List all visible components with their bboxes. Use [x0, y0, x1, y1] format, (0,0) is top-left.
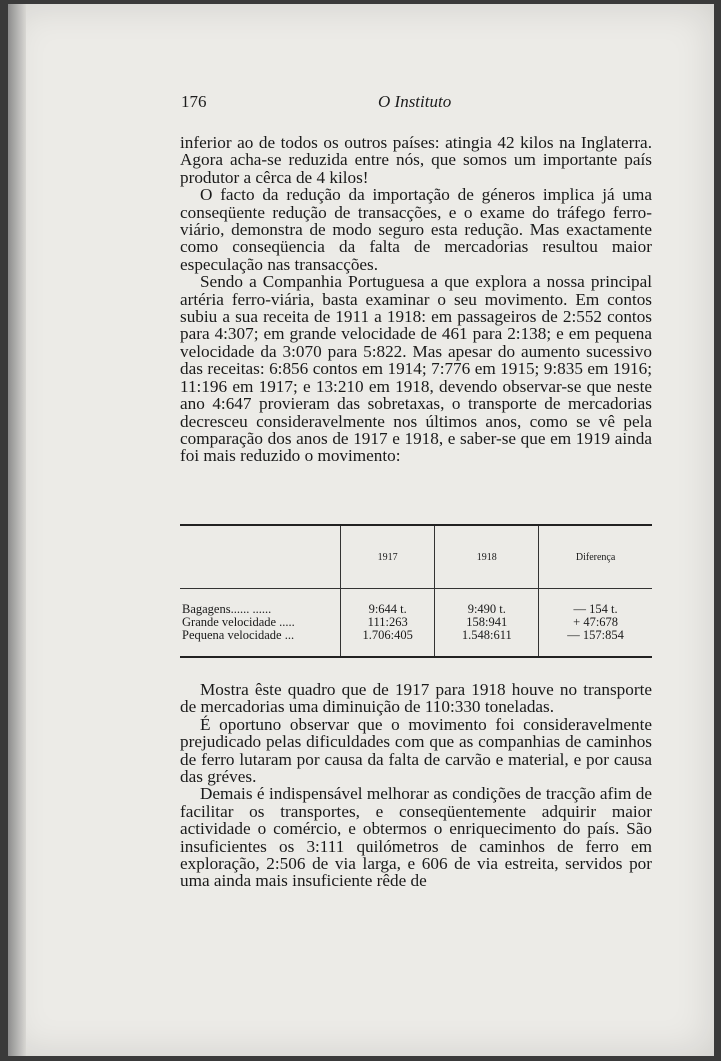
column-header	[180, 525, 340, 589]
table-row	[180, 629, 652, 657]
cell-1917: 9:644 t.	[340, 589, 434, 617]
row-label: Bagagens...... ......	[182, 602, 272, 616]
paragraph: Mostra êste quadro que de 1917 para 1918 houve no transporte de mercadorias uma diminuição de 110:330 toneladas.	[180, 680, 652, 717]
body-text-before-table	[180, 134, 652, 465]
page-binding-shadow	[8, 4, 26, 1056]
cell-1918: 158:941	[435, 616, 539, 629]
row-label: Pequena velocidade ...	[182, 628, 295, 642]
cell-1917: 111:263	[340, 616, 434, 629]
page-number: 176	[181, 92, 207, 111]
table-row	[180, 589, 652, 617]
paragraph: O facto da redução da importação de géneros implica já uma conseqüente redução de transacções, e o exame do tráfego ferro-viário, demonstra de modo seguro esta redução. Mas exactamente como conseqüencia da falta de mercadorias resultou maior especulação nas transacções.	[180, 185, 652, 274]
column-header: 1917	[340, 525, 434, 589]
paragraph: inferior ao de todos os outros países: atingia 42 kilos na Inglaterra. Agora acha-se reduzida entre nós, que somos um importante país produtor a cêrca de 4 kilos!	[180, 133, 652, 187]
cell-difference: — 154 t.	[539, 589, 652, 617]
book-page	[8, 4, 714, 1056]
cell-1918: 9:490 t.	[435, 589, 539, 617]
running-title: O Instituto	[378, 92, 452, 111]
paragraph: Demais é indispensável melhorar as condições de tracção afim de facilitar os transportes, e conseqüentemente adquirir maior actividade o comércio, e obtermos o enriquecimento do país. São insuficientes os 3:111 quilómetros de caminhos de ferro em exploração, 2:506 de via larga, e 606 de via estreita, servidos por uma ainda mais insuficiente rêde de	[180, 784, 652, 891]
table-header-row	[180, 525, 652, 589]
cell-1917: 1.706:405	[340, 629, 434, 657]
row-label: Grande velocidade .....	[182, 615, 295, 629]
column-header: 1918	[435, 525, 539, 589]
body-text-after-table	[180, 681, 652, 890]
paragraph: É oportuno observar que o movimento foi consideravelmente prejudicado pelas dificuldades com que as companhias de caminhos de ferro lutaram por causa da falta de carvão e material, e por causa das gréves.	[180, 714, 652, 787]
cell-difference: — 157:854	[539, 629, 652, 657]
data-table	[180, 524, 652, 658]
paragraph: Sendo a Companhia Portuguesa a que explora a nossa principal artéria ferro-viária, basta examinar o seu movimento. Em contos subiu a sua receita de 1911 a 1918: em passageiros de 2:552 contos para 4:307; em grande velocidade de 461 para 2:138; e em pequena velocidade da 3:070 para 5:822. Mas apesar do aumento sucessivo das receitas: 6:856 contos em 1914; 7:776 em 1915; 9:835 em 1916; 11:196 em 1917; e 13:210 em 1918, devendo observar-se que neste ano 4:647 provieram das sobretaxas, o transporte de mercadorias decresceu consideravelmente nos últimos anos, como se vê pela comparação dos anos de 1917 e 1918, e saber-se que em 1919 ainda foi mais reduzido o movimento:	[180, 272, 652, 466]
cell-difference: + 47:678	[539, 616, 652, 629]
cell-1918: 1.548:611	[435, 629, 539, 657]
column-header: Diferença	[539, 525, 652, 589]
freight-table	[180, 524, 652, 658]
